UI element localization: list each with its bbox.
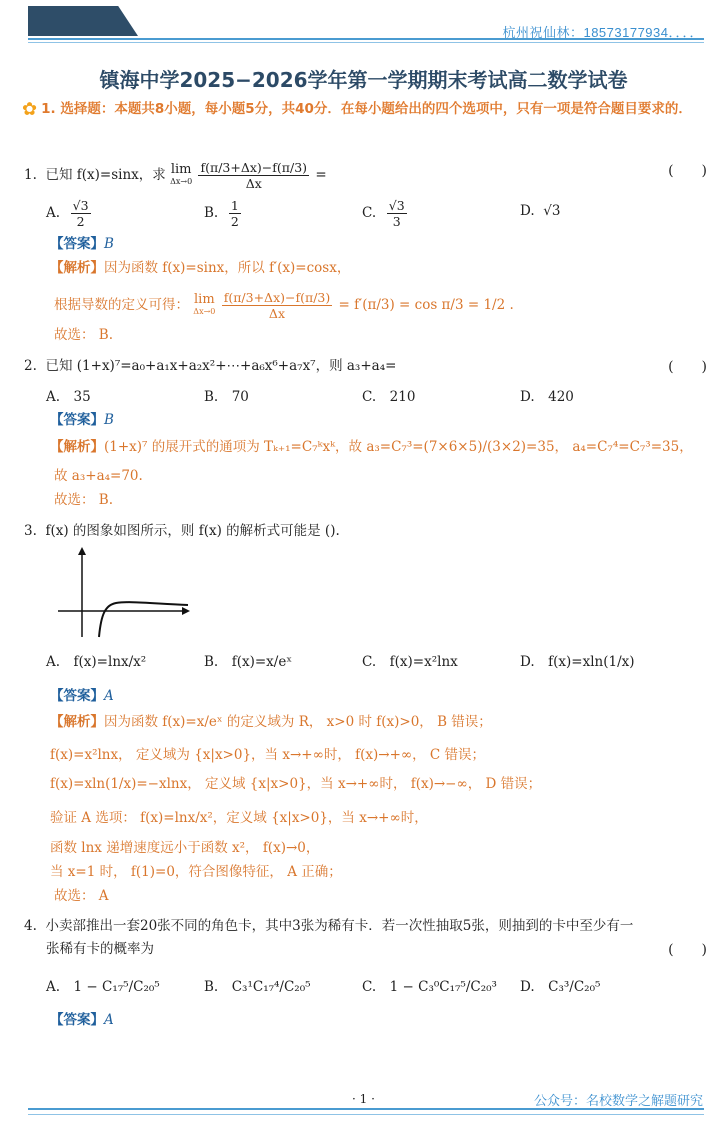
question-4-stem-2: 张稀有卡的概率为 [46,941,154,957]
q2-option-b[interactable]: B. 70 [204,389,249,405]
question-3-stem: 3. f(x) 的图象如图所示，则 f(x) 的解析式可能是 (). [24,523,340,539]
question-1-stem: 1. 已知 f(x)=sinx，求 lim Δx→0 $\frac{f(\pi/3+\Delta x)-f(\pi/3)}{\Delta x}$ = [24,160,327,191]
y-axis-arrow [78,547,86,555]
q3-explanation-3: f(x)=xln(1/x)=−xlnx， 定义域 {x|x>0}，当 x→+∞时， f(x)→−∞， D 错误； [50,776,542,792]
function-curve [99,602,188,637]
q1-option-a[interactable]: A. $\frac{√3}{2}$ [46,198,89,229]
x-axis-arrow [182,607,190,615]
q2-option-c[interactable]: C. 210 [362,389,416,405]
q4-option-d[interactable]: D. C₃³/C₂₀⁵ [520,979,601,995]
flower-icon: ✿ [22,99,38,120]
q3-answer: 【答案】A [50,688,114,704]
q1-option-d[interactable]: D. √3 [520,203,561,219]
q1-explanation-1: 【解析】因为函数 f(x)=sinx，所以 f′(x)=cosx， [50,260,351,276]
page-title: 镇海中学2025−2026学年第一学期期末考试高二数学试卷 [99,68,628,92]
footer-divider [28,1108,704,1110]
q2-explanation-2: 故 a₃+a₄=70. [54,468,143,484]
q1-option-b[interactable]: B. $\frac{1}{2}$ [204,198,239,229]
q2-explanation-3: 故选： B. [54,492,114,508]
footer-divider-thin [28,1114,704,1115]
q2-answer: 【答案】B [50,412,114,428]
header-tab-decoration [28,6,138,36]
q4-option-c[interactable]: C. 1 − C₃⁰C₁₇⁵/C₂₀³ [362,979,497,995]
q3-explanation-5: 函数 lnx 递增速度远小于函数 x²， f(x)→0， [50,840,320,856]
q4-option-b[interactable]: B. C₃¹C₁₇⁴/C₂₀⁵ [204,979,311,995]
question-4-answer-bracket: ( ) [668,942,707,958]
q2-option-a[interactable]: A. 35 [46,389,91,405]
q2-explanation-1: 【解析】(1+x)⁷ 的展开式的通项为 Tₖ₊₁=C₇ᵏxᵏ，故 a₃=C₇³=(7×6×5)/(3×2)=35， a₄=C₇⁴=C₇³=35， [50,439,693,455]
page-number: · 1 · [352,1092,375,1106]
q3-explanation-1: 【解析】因为函数 f(x)=x/eˣ 的定义域为 R， x>0 时 f(x)>0， B 错误； [50,714,492,730]
header-divider-thin [28,42,704,43]
section-heading [22,98,710,121]
q4-answer: 【答案】A [50,1012,114,1028]
q3-option-a[interactable]: A. f(x)=lnx/x² [46,654,147,670]
q3-explanation-6: 当 x=1 时， f(1)=0，符合图像特征， A 正确； [50,864,342,880]
section-text: 1. 选择题：本题共8小题，每小题5分，共40分．在每小题给出的四个选项中，只有一项是符合题目要求的． [41,101,692,117]
function-graph [56,545,192,640]
q1-explanation-3: 故选： B. [54,327,114,343]
footer-account: 公众号：名校数学之解题研究 [533,1093,703,1108]
q3-explanation-4: 验证 A 选项： f(x)=lnx/x²，定义域 {x|x>0}，当 x→+∞时， [50,810,428,826]
question-4-stem: 4. 小卖部推出一套20张不同的角色卡，其中3张为稀有卡．若一次性抽取5张，则抽到的卡中至少有一 [24,918,634,934]
question-1-answer-bracket: ( ) [668,163,707,179]
question-2-stem: 2. 已知 (1+x)⁷=a₀+a₁x+a₂x²+⋯+a₆x⁶+a₇x⁷，则 a₃+a₄= [24,358,397,374]
q1-explanation-2: 根据导数的定义可得： lim Δx→0 $\frac{f(\pi/3+\Delta x)-f(\pi/3)}{\Delta x}$ = f′(π/3) = cos π/3 = 1/2 . [54,290,514,321]
q3-explanation-2: f(x)=x²lnx， 定义域为 {x|x>0}，当 x→+∞时， f(x)→+∞， C 错误； [50,747,486,763]
q3-option-c[interactable]: C. f(x)=x²lnx [362,654,458,670]
q4-option-a[interactable]: A. 1 − C₁₇⁵/C₂₀⁵ [46,979,160,995]
q1-option-c[interactable]: C. $\frac{√3}{3}$ [362,198,405,229]
q1-answer: 【答案】B [50,236,114,252]
question-2-answer-bracket: ( ) [668,359,707,375]
q3-explanation-7: 故选： A [54,888,109,904]
q2-option-d[interactable]: D. 420 [520,389,574,405]
q3-option-b[interactable]: B. f(x)=x/eˣ [204,654,293,670]
header-contact: 杭州祝仙林：18573177934．．．． [502,25,703,40]
q3-option-d[interactable]: D. f(x)=xln(1/x) [520,654,635,670]
